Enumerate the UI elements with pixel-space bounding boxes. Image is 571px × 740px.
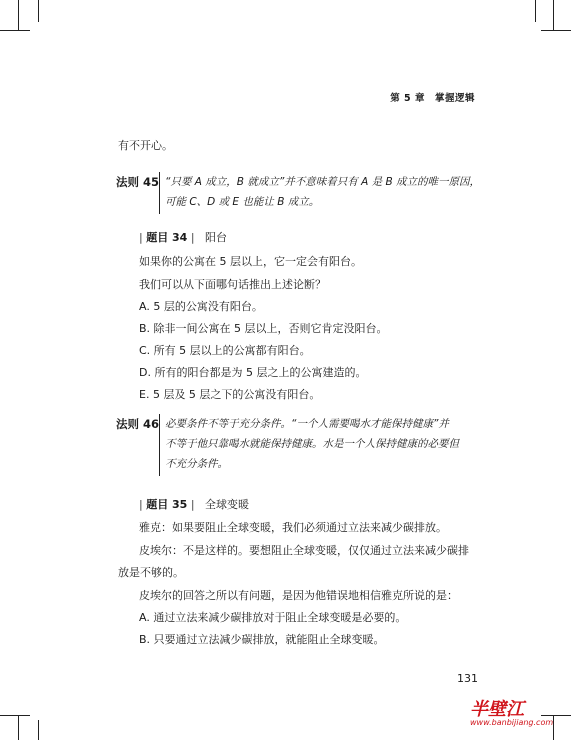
question-35-option-b: B. 只要通过立法减少碳排放，就能阻止全球变暖。 [139, 633, 385, 646]
law-46-line-2: 不等于他只靠喝水就能保持健康。水是一个人保持健康的必要但 [165, 438, 459, 450]
question-35-topic: 全球变暖 [205, 498, 250, 511]
question-34-heading: | 题目 34 | 阳台 [139, 231, 228, 244]
law-46-line-3: 不充分条件。 [165, 458, 228, 470]
law-45-line-1: “只要 A 成立，B 就成立”并不意味着只有 A 是 B 成立的唯一原因， [165, 176, 481, 188]
question-34-prompt: 我们可以从下面哪句话推出上述论断？ [139, 278, 326, 291]
law-46-label: 法则 46 [116, 417, 160, 431]
intro-line: 有不开心。 [118, 139, 173, 152]
law-45-text [165, 172, 480, 212]
question-35-para-3: 皮埃尔的回答之所以有问题，是因为他错误地相信雅克所说的是： [139, 589, 458, 602]
question-35-para-2-line-1: 皮埃尔：不是这样的。要想阻止全球变暖，仅仅通过立法来减少碳排 [139, 544, 469, 557]
law-45-line-2: 可能 C、D 或 E 也能让 B 成立。 [165, 196, 320, 208]
page-number: 131 [457, 672, 478, 685]
watermark-logo [470, 700, 565, 727]
law-45-label: 法则 45 [116, 175, 160, 189]
law-46-text [165, 414, 459, 474]
running-header [390, 90, 475, 104]
question-34-premise: 如果你的公寓在 5 层以上，它一定会有阳台。 [139, 255, 362, 268]
law-46-line-1: 必要条件不等于充分条件。“一个人需要喝水才能保持健康”并 [165, 418, 449, 430]
question-34-option-b: B. 除非一间公寓在 5 层以上，否则它肯定没阳台。 [139, 322, 388, 335]
watermark-brand: 半壁江 [470, 699, 524, 720]
question-34-option-c: C. 所有 5 层以上的公寓都有阳台。 [139, 344, 311, 357]
question-34-label: 题目 34 [146, 231, 188, 244]
watermark-url: www.banbijiang.com [470, 718, 554, 727]
law-45-rule [159, 172, 160, 214]
question-35-heading: | 题目 35 | 全球变暖 [139, 498, 250, 511]
question-35-para-2-line-2: 放是不够的。 [118, 566, 184, 579]
question-35-label: 题目 35 [146, 498, 188, 511]
question-34-option-d: D. 所有的阳台都是为 5 层之上的公寓建造的。 [139, 366, 367, 379]
question-35-option-a: A. 通过立法来减少碳排放对于阻止全球变暖是必要的。 [139, 611, 407, 624]
question-34-option-a: A. 5 层的公寓没有阳台。 [139, 300, 263, 313]
chapter-title: 掌握逻辑 [434, 93, 475, 104]
question-35-para-1: 雅克：如果要阻止全球变暖，我们必须通过立法来减少碳排放。 [139, 521, 447, 534]
question-34-option-e: E. 5 层及 5 层之下的公寓没有阳台。 [139, 388, 321, 401]
law-46-rule [159, 414, 160, 476]
question-34-topic: 阳台 [205, 231, 228, 244]
chapter-number: 第 5 章 [390, 93, 425, 104]
